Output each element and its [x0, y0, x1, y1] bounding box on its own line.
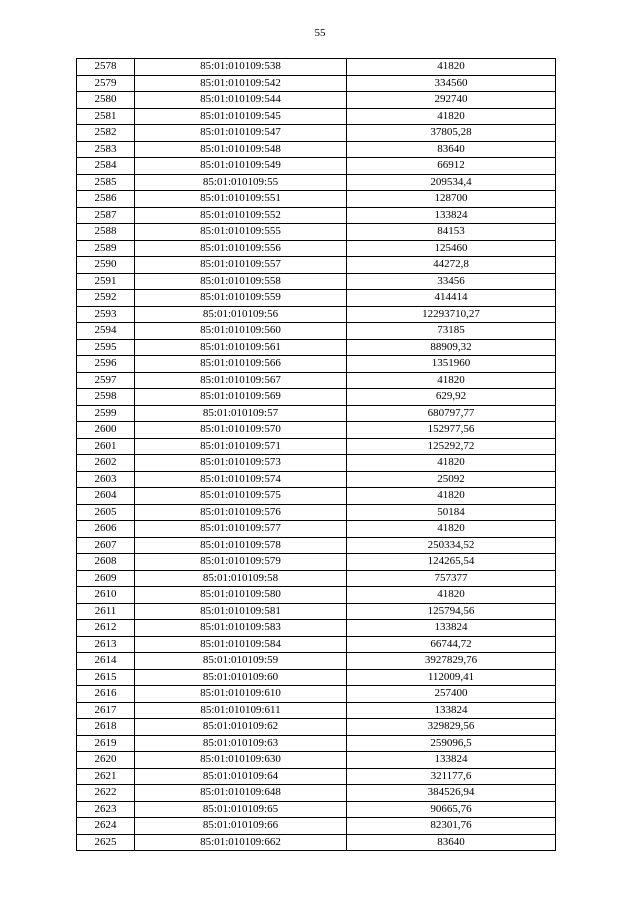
table-row [77, 405, 556, 422]
table-row [77, 620, 556, 637]
cadastral-number-cell: 85:01:010109:578 [135, 537, 347, 554]
table-row [77, 125, 556, 142]
cadastral-number-cell: 85:01:010109:64 [135, 768, 347, 785]
row-number-cell: 2589 [77, 240, 135, 257]
cadastral-number-cell: 85:01:010109:58 [135, 570, 347, 587]
value-cell: 250334,52 [347, 537, 556, 554]
row-number-cell: 2610 [77, 587, 135, 604]
cadastral-number-cell: 85:01:010109:570 [135, 422, 347, 439]
cadastral-number-cell: 85:01:010109:610 [135, 686, 347, 703]
value-cell: 41820 [347, 455, 556, 472]
value-cell: 50184 [347, 504, 556, 521]
cadastral-number-cell: 85:01:010109:575 [135, 488, 347, 505]
value-cell: 133824 [347, 702, 556, 719]
row-number-cell: 2608 [77, 554, 135, 571]
cadastral-number-cell: 85:01:010109:648 [135, 785, 347, 802]
cadastral-number-cell: 85:01:010109:545 [135, 108, 347, 125]
row-number-cell: 2625 [77, 834, 135, 851]
table-row [77, 735, 556, 752]
table-row [77, 273, 556, 290]
row-number-cell: 2604 [77, 488, 135, 505]
value-cell: 37805,28 [347, 125, 556, 142]
table-row [77, 290, 556, 307]
table-row [77, 240, 556, 257]
value-cell: 680797,77 [347, 405, 556, 422]
value-cell: 334560 [347, 75, 556, 92]
cadastral-number-cell: 85:01:010109:65 [135, 801, 347, 818]
cadastral-number-cell: 85:01:010109:57 [135, 405, 347, 422]
table-row [77, 603, 556, 620]
value-cell: 41820 [347, 108, 556, 125]
table-row [77, 191, 556, 208]
row-number-cell: 2579 [77, 75, 135, 92]
value-cell: 3927829,76 [347, 653, 556, 670]
table-row [77, 834, 556, 851]
row-number-cell: 2621 [77, 768, 135, 785]
table-row [77, 785, 556, 802]
cadastral-number-cell: 85:01:010109:630 [135, 752, 347, 769]
table-row [77, 455, 556, 472]
cadastral-number-cell: 85:01:010109:556 [135, 240, 347, 257]
value-cell: 133824 [347, 207, 556, 224]
row-number-cell: 2605 [77, 504, 135, 521]
row-number-cell: 2607 [77, 537, 135, 554]
value-cell: 33456 [347, 273, 556, 290]
row-number-cell: 2609 [77, 570, 135, 587]
cadastral-number-cell: 85:01:010109:558 [135, 273, 347, 290]
cadastral-number-cell: 85:01:010109:576 [135, 504, 347, 521]
table-row [77, 488, 556, 505]
cadastral-number-cell: 85:01:010109:555 [135, 224, 347, 241]
cadastral-number-cell: 85:01:010109:544 [135, 92, 347, 109]
table-row [77, 257, 556, 274]
cadastral-number-cell: 85:01:010109:566 [135, 356, 347, 373]
row-number-cell: 2606 [77, 521, 135, 538]
value-cell: 292740 [347, 92, 556, 109]
value-cell: 41820 [347, 372, 556, 389]
value-cell: 82301,76 [347, 818, 556, 835]
row-number-cell: 2591 [77, 273, 135, 290]
cadastral-number-cell: 85:01:010109:56 [135, 306, 347, 323]
row-number-cell: 2614 [77, 653, 135, 670]
table-row [77, 471, 556, 488]
table-row [77, 224, 556, 241]
table-row [77, 801, 556, 818]
row-number-cell: 2595 [77, 339, 135, 356]
value-cell: 124265,54 [347, 554, 556, 571]
cadastral-number-cell: 85:01:010109:571 [135, 438, 347, 455]
row-number-cell: 2613 [77, 636, 135, 653]
row-number-cell: 2612 [77, 620, 135, 637]
value-cell: 88909,32 [347, 339, 556, 356]
value-cell: 83640 [347, 141, 556, 158]
table-row [77, 669, 556, 686]
row-number-cell: 2618 [77, 719, 135, 736]
cadastral-number-cell: 85:01:010109:577 [135, 521, 347, 538]
value-cell: 1351960 [347, 356, 556, 373]
value-cell: 66744,72 [347, 636, 556, 653]
cadastral-number-cell: 85:01:010109:567 [135, 372, 347, 389]
table-row [77, 108, 556, 125]
table-row [77, 554, 556, 571]
row-number-cell: 2581 [77, 108, 135, 125]
table-row [77, 818, 556, 835]
table-row [77, 719, 556, 736]
value-cell: 257400 [347, 686, 556, 703]
value-cell: 125794,56 [347, 603, 556, 620]
row-number-cell: 2586 [77, 191, 135, 208]
value-cell: 629,92 [347, 389, 556, 406]
value-cell: 384526,94 [347, 785, 556, 802]
row-number-cell: 2603 [77, 471, 135, 488]
cadastral-number-cell: 85:01:010109:547 [135, 125, 347, 142]
value-cell: 12293710,27 [347, 306, 556, 323]
table-row [77, 59, 556, 76]
value-cell: 259096,5 [347, 735, 556, 752]
table-row [77, 323, 556, 340]
table-row [77, 570, 556, 587]
row-number-cell: 2594 [77, 323, 135, 340]
cadastral-number-cell: 85:01:010109:66 [135, 818, 347, 835]
table-row [77, 75, 556, 92]
value-cell: 25092 [347, 471, 556, 488]
row-number-cell: 2584 [77, 158, 135, 175]
cadastral-number-cell: 85:01:010109:55 [135, 174, 347, 191]
value-cell: 321177,6 [347, 768, 556, 785]
value-cell: 133824 [347, 620, 556, 637]
table-row [77, 587, 556, 604]
value-cell: 44272,8 [347, 257, 556, 274]
cadastral-number-cell: 85:01:010109:581 [135, 603, 347, 620]
cadastral-number-cell: 85:01:010109:557 [135, 257, 347, 274]
cadastral-number-cell: 85:01:010109:549 [135, 158, 347, 175]
cadastral-number-cell: 85:01:010109:63 [135, 735, 347, 752]
row-number-cell: 2578 [77, 59, 135, 76]
value-cell: 757377 [347, 570, 556, 587]
cadastral-number-cell: 85:01:010109:580 [135, 587, 347, 604]
cadastral-number-cell: 85:01:010109:584 [135, 636, 347, 653]
table-row [77, 158, 556, 175]
value-cell: 112009,41 [347, 669, 556, 686]
row-number-cell: 2600 [77, 422, 135, 439]
cadastral-table [76, 58, 556, 851]
row-number-cell: 2592 [77, 290, 135, 307]
row-number-cell: 2601 [77, 438, 135, 455]
cadastral-number-cell: 85:01:010109:560 [135, 323, 347, 340]
row-number-cell: 2620 [77, 752, 135, 769]
table-row [77, 389, 556, 406]
cadastral-number-cell: 85:01:010109:59 [135, 653, 347, 670]
table-row [77, 141, 556, 158]
row-number-cell: 2580 [77, 92, 135, 109]
table-row [77, 686, 556, 703]
table-row [77, 339, 556, 356]
table-row [77, 768, 556, 785]
value-cell: 329829,56 [347, 719, 556, 736]
cadastral-number-cell: 85:01:010109:542 [135, 75, 347, 92]
row-number-cell: 2617 [77, 702, 135, 719]
table-body [77, 59, 556, 851]
row-number-cell: 2585 [77, 174, 135, 191]
table-row [77, 537, 556, 554]
row-number-cell: 2598 [77, 389, 135, 406]
cadastral-number-cell: 85:01:010109:574 [135, 471, 347, 488]
table-row [77, 636, 556, 653]
table-row [77, 92, 556, 109]
cadastral-number-cell: 85:01:010109:62 [135, 719, 347, 736]
table-row [77, 521, 556, 538]
row-number-cell: 2597 [77, 372, 135, 389]
row-number-cell: 2593 [77, 306, 135, 323]
value-cell: 152977,56 [347, 422, 556, 439]
row-number-cell: 2624 [77, 818, 135, 835]
table-row [77, 752, 556, 769]
table-row [77, 372, 556, 389]
table-row [77, 702, 556, 719]
table-row [77, 438, 556, 455]
table-row [77, 356, 556, 373]
table-row [77, 306, 556, 323]
value-cell: 66912 [347, 158, 556, 175]
row-number-cell: 2590 [77, 257, 135, 274]
cadastral-number-cell: 85:01:010109:569 [135, 389, 347, 406]
cadastral-number-cell: 85:01:010109:559 [135, 290, 347, 307]
value-cell: 73185 [347, 323, 556, 340]
row-number-cell: 2602 [77, 455, 135, 472]
value-cell: 41820 [347, 488, 556, 505]
row-number-cell: 2582 [77, 125, 135, 142]
row-number-cell: 2622 [77, 785, 135, 802]
row-number-cell: 2588 [77, 224, 135, 241]
row-number-cell: 2623 [77, 801, 135, 818]
value-cell: 414414 [347, 290, 556, 307]
value-cell: 90665,76 [347, 801, 556, 818]
value-cell: 41820 [347, 521, 556, 538]
cadastral-number-cell: 85:01:010109:662 [135, 834, 347, 851]
row-number-cell: 2611 [77, 603, 135, 620]
cadastral-number-cell: 85:01:010109:611 [135, 702, 347, 719]
cadastral-number-cell: 85:01:010109:548 [135, 141, 347, 158]
value-cell: 41820 [347, 587, 556, 604]
cadastral-number-cell: 85:01:010109:573 [135, 455, 347, 472]
cadastral-number-cell: 85:01:010109:583 [135, 620, 347, 637]
cadastral-number-cell: 85:01:010109:579 [135, 554, 347, 571]
table-row [77, 207, 556, 224]
table-row [77, 174, 556, 191]
cadastral-number-cell: 85:01:010109:538 [135, 59, 347, 76]
value-cell: 125292,72 [347, 438, 556, 455]
table-row [77, 422, 556, 439]
row-number-cell: 2619 [77, 735, 135, 752]
cadastral-number-cell: 85:01:010109:60 [135, 669, 347, 686]
page-number: 55 [314, 27, 326, 39]
row-number-cell: 2599 [77, 405, 135, 422]
value-cell: 133824 [347, 752, 556, 769]
cadastral-number-cell: 85:01:010109:551 [135, 191, 347, 208]
row-number-cell: 2596 [77, 356, 135, 373]
table-row [77, 653, 556, 670]
value-cell: 41820 [347, 59, 556, 76]
row-number-cell: 2616 [77, 686, 135, 703]
row-number-cell: 2587 [77, 207, 135, 224]
row-number-cell: 2615 [77, 669, 135, 686]
cadastral-number-cell: 85:01:010109:552 [135, 207, 347, 224]
value-cell: 83640 [347, 834, 556, 851]
row-number-cell: 2583 [77, 141, 135, 158]
value-cell: 128700 [347, 191, 556, 208]
cadastral-number-cell: 85:01:010109:561 [135, 339, 347, 356]
value-cell: 125460 [347, 240, 556, 257]
table-row [77, 504, 556, 521]
value-cell: 209534,4 [347, 174, 556, 191]
value-cell: 84153 [347, 224, 556, 241]
